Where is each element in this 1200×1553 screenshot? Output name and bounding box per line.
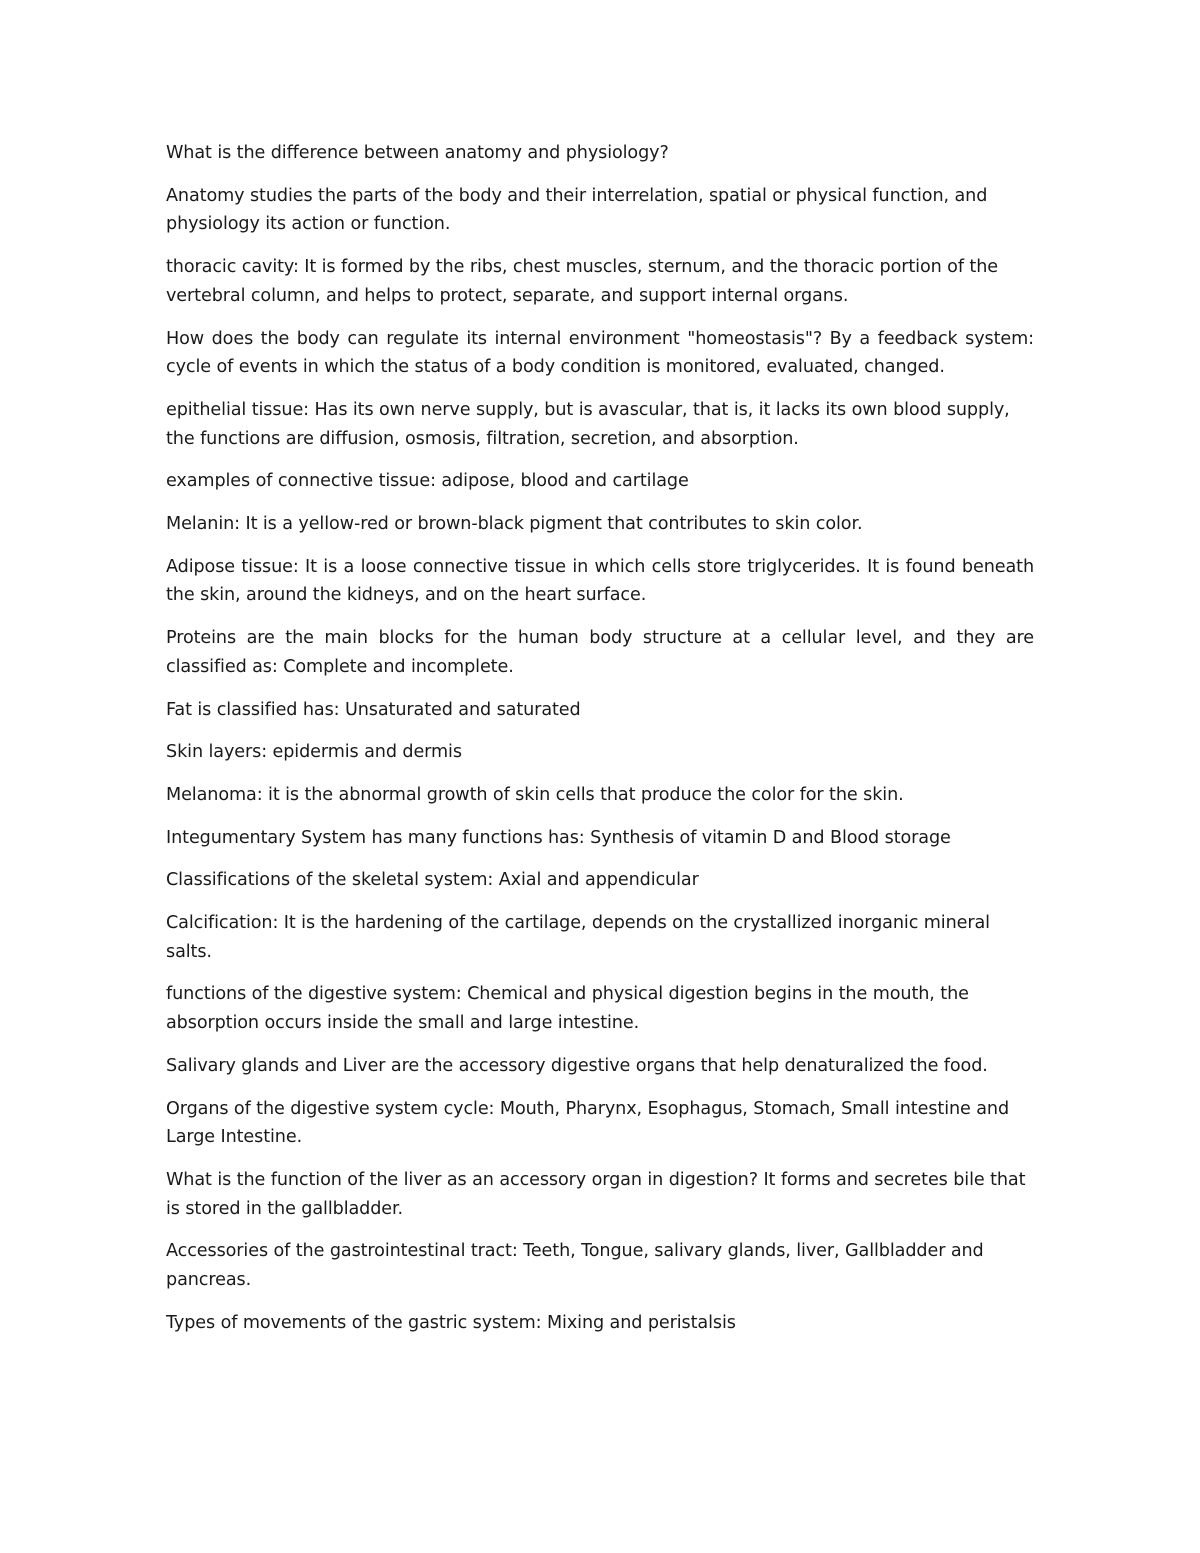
paragraph-thoracic-cavity: thoracic cavity: It is formed by the ribs, chest muscles, sternum, and the thoracic portion of the vertebral column, and helps to protect, separate, and support internal organs. [166,257,999,306]
paragraph-gi-accessories: Accessories of the gastrointestinal tract: Teeth, Tongue, salivary glands, liver, Gallbladder and pancreas. [166,1241,984,1291]
paragraph-digestive-functions: functions of the digestive system: Chemical and physical digestion begins in the mouth, the absorption occurs inside the small and large intestine. [166,984,969,1034]
paragraph-calcification: Calcification: It is the hardening of the cartilage, depends on the crystallized inorganic mineral salts. [166,913,990,962]
document-body [166,139,1034,1352]
paragraph-melanin: Melanin: It is a yellow-red or brown-black pigment that contributes to skin color. [166,514,863,535]
paragraph-proteins: Proteins are the main blocks for the human body structure at a cellular level, and they are classified as: Complete and incomplete. [166,628,1034,677]
paragraph-liver-function: What is the function of the liver as an accessory organ in digestion? It forms and secretes bile that is stored in the gallbladder. [166,1169,1026,1219]
paragraph-integumentary-system: Integumentary System has many functions has: Synthesis of vitamin D and Blood storage [166,827,951,848]
paragraph-skin-layers: Skin layers: epidermis and dermis [166,742,462,763]
paragraph-melanoma: Melanoma: it is the abnormal growth of skin cells that produce the color for the skin. [166,784,904,805]
paragraph-homeostasis: How does the body can regulate its internal environment "homeostasis"? By a feedback system: cycle of events in which the status of a body condition is monitored, evaluated, changed. [166,328,1034,378]
paragraph-adipose-tissue: Adipose tissue: It is a loose connective tissue in which cells store triglycerides. It is found beneath the skin, around the kidneys, and on the heart surface. [166,556,1034,606]
paragraph-anatomy-vs-physiology-question: What is the difference between anatomy and physiology? [166,143,669,163]
paragraph-connective-tissue-examples: examples of connective tissue: adipose, blood and cartilage [166,471,689,492]
paragraph-gastric-movements: Types of movements of the gastric system: Mixing and peristalsis [166,1312,736,1333]
paragraph-salivary-glands-liver: Salivary glands and Liver are the accessory digestive organs that help denaturalized the food. [166,1055,988,1076]
paragraph-anatomy-definition: Anatomy studies the parts of the body and their interrelation, spatial or physical function, and physiology its action or function. [166,185,988,235]
paragraph-skeletal-classifications: Classifications of the skeletal system: Axial and appendicular [166,870,699,891]
paragraph-fat-classification: Fat is classified has: Unsaturated and saturated [166,699,581,720]
paragraph-digestive-organs: Organs of the digestive system cycle: Mouth, Pharynx, Esophagus, Stomach, Small intestine and Large Intestine. [166,1098,1010,1148]
paragraph-epithelial-tissue: epithelial tissue: Has its own nerve supply, but is avascular, that is, it lacks its own blood supply, the functions are diffusion, osmosis, filtration, secretion, and absorption. [166,399,1010,449]
